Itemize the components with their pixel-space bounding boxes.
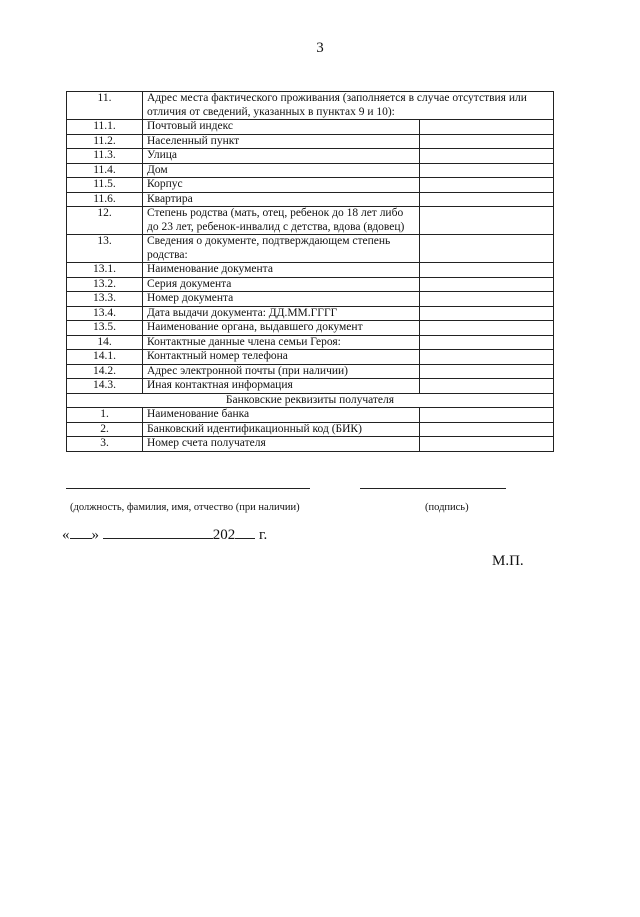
row-value-field[interactable]	[420, 437, 554, 452]
row-number: 13.	[67, 235, 143, 263]
table-row	[67, 364, 554, 379]
row-label: Адрес электронной почты (при наличии)	[143, 364, 420, 379]
row-number: 11.4.	[67, 163, 143, 178]
table-row	[67, 207, 554, 235]
row-number: 11.2.	[67, 134, 143, 149]
row-value-field[interactable]	[420, 192, 554, 207]
row-value-field[interactable]	[420, 235, 554, 263]
row-label: Дата выдачи документа: ДД.ММ.ГГГГ	[143, 306, 420, 321]
form-table-body	[67, 92, 554, 452]
row-value-field[interactable]	[420, 178, 554, 193]
row-label: Наименование документа	[143, 263, 420, 278]
row-number: 13.2.	[67, 277, 143, 292]
signature-line	[360, 488, 506, 489]
row-label: Адрес места фактического проживания (заполняется в случае отсутствия или отличия от сведений, указанных в пунктах 9 и 10):	[143, 92, 554, 120]
table-row	[67, 163, 554, 178]
row-number: 11.6.	[67, 192, 143, 207]
date-row	[62, 524, 267, 544]
row-value-field[interactable]	[420, 277, 554, 292]
row-label: Иная контактная информация	[143, 379, 420, 394]
date-open-quote: «	[62, 527, 70, 543]
position-name-line	[66, 488, 310, 489]
year-blank	[235, 524, 255, 539]
page-number: 3	[316, 40, 324, 56]
table-row	[67, 437, 554, 452]
row-number: 11.3.	[67, 149, 143, 164]
row-value-field[interactable]	[420, 306, 554, 321]
date-close-quote: »	[91, 527, 99, 543]
row-number: 12.	[67, 207, 143, 235]
row-label: Номер счета получателя	[143, 437, 420, 452]
row-number: 13.3.	[67, 292, 143, 307]
row-value-field[interactable]	[420, 321, 554, 336]
row-value-field[interactable]	[420, 350, 554, 365]
row-label: Наименование банка	[143, 408, 420, 423]
table-row	[67, 149, 554, 164]
year-prefix: 202	[212, 527, 236, 543]
row-value-field[interactable]	[420, 379, 554, 394]
row-label: Контактные данные члена семьи Героя:	[143, 335, 420, 350]
day-blank	[70, 524, 92, 539]
row-number: 13.4.	[67, 306, 143, 321]
table-row	[67, 134, 554, 149]
row-label: Степень родства (мать, отец, ребенок до 18 лет либо до 23 лет, ребенок-инвалид с детства, вдова (вдовец)	[143, 207, 420, 235]
row-number: 14.3.	[67, 379, 143, 394]
table-row	[67, 292, 554, 307]
table-row	[67, 235, 554, 263]
row-number: 14.1.	[67, 350, 143, 365]
row-number: 2.	[67, 422, 143, 437]
signature-caption: (подпись)	[425, 502, 469, 513]
row-number: 11.1.	[67, 120, 143, 135]
table-row	[67, 408, 554, 423]
table-row	[67, 422, 554, 437]
row-label: Корпус	[143, 178, 420, 193]
row-number: 1.	[67, 408, 143, 423]
row-value-field[interactable]	[420, 163, 554, 178]
row-label: Банковский идентификационный код (БИК)	[143, 422, 420, 437]
table-row	[67, 306, 554, 321]
year-suffix: г.	[259, 527, 268, 543]
table-row	[67, 263, 554, 278]
row-number: 11.	[67, 92, 143, 120]
table-row	[67, 178, 554, 193]
form-table	[66, 91, 554, 452]
row-number: 11.5.	[67, 178, 143, 193]
table-row	[67, 92, 554, 120]
row-value-field[interactable]	[420, 408, 554, 423]
section-title: Банковские реквизиты получателя	[67, 393, 554, 408]
row-label: Наименование органа, выдавшего документ	[143, 321, 420, 336]
row-number: 3.	[67, 437, 143, 452]
table-row	[67, 192, 554, 207]
row-number: 13.5.	[67, 321, 143, 336]
row-value-field[interactable]	[420, 364, 554, 379]
section-row	[67, 393, 554, 408]
row-label: Почтовый индекс	[143, 120, 420, 135]
position-name-caption: (должность, фамилия, имя, отчество (при наличии)	[70, 502, 300, 513]
row-label: Квартира	[143, 192, 420, 207]
row-label: Населенный пункт	[143, 134, 420, 149]
table-row	[67, 120, 554, 135]
row-value-field[interactable]	[420, 422, 554, 437]
table-row	[67, 379, 554, 394]
table-row	[67, 350, 554, 365]
row-value-field[interactable]	[420, 207, 554, 235]
table-row	[67, 277, 554, 292]
row-label: Улица	[143, 149, 420, 164]
row-label: Сведения о документе, подтверждающем степень родства:	[143, 235, 420, 263]
row-value-field[interactable]	[420, 335, 554, 350]
row-value-field[interactable]	[420, 292, 554, 307]
month-blank	[103, 524, 213, 539]
row-label: Серия документа	[143, 277, 420, 292]
row-value-field[interactable]	[420, 134, 554, 149]
row-label: Номер документа	[143, 292, 420, 307]
table-row	[67, 335, 554, 350]
row-number: 13.1.	[67, 263, 143, 278]
row-value-field[interactable]	[420, 263, 554, 278]
row-label: Дом	[143, 163, 420, 178]
row-number: 14.2.	[67, 364, 143, 379]
row-value-field[interactable]	[420, 120, 554, 135]
table-row	[67, 321, 554, 336]
stamp-place: М.П.	[492, 553, 524, 569]
row-number: 14.	[67, 335, 143, 350]
row-label: Контактный номер телефона	[143, 350, 420, 365]
row-value-field[interactable]	[420, 149, 554, 164]
